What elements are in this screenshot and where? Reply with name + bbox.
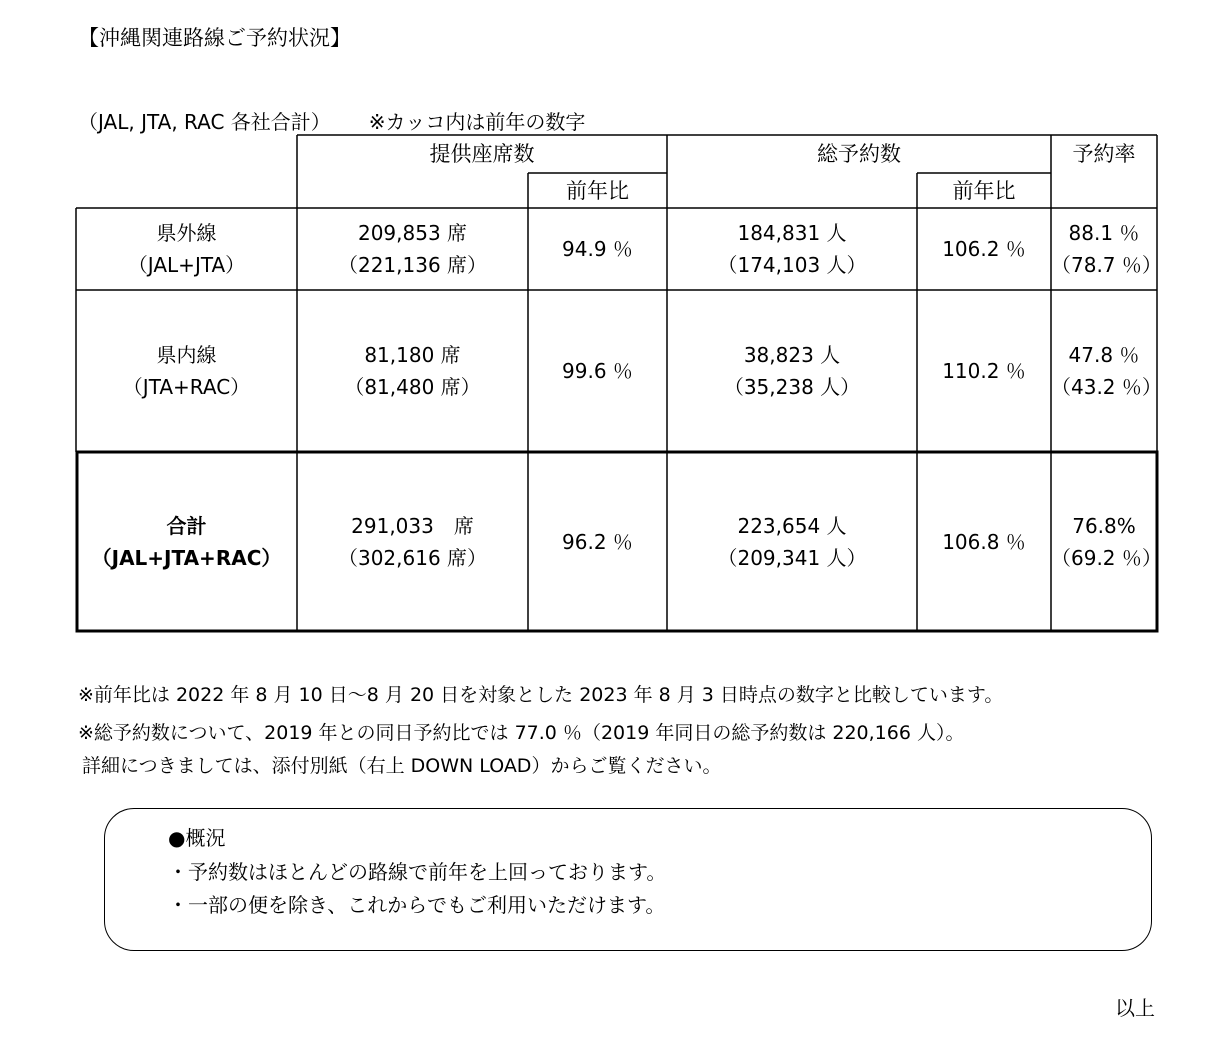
seats-yoy-cell: 99.6 ％ (562, 359, 633, 383)
seats-cell (297, 208, 528, 290)
note-comparison: ※前年比は 2022 年 8 月 10 日～8 月 20 日を対象とした 2023 年 8 月 3 日時点の数字と比較しています。 (78, 684, 1004, 706)
bookings-value: 184,831 人 (737, 221, 847, 245)
rate-prev: （43.2 ％） (1051, 375, 1162, 399)
bookings-value: 38,823 人 (743, 343, 841, 367)
rate-prev: （78.7 ％） (1051, 253, 1162, 277)
page-title: 【沖縄関連路線ご予約状況】 (78, 26, 351, 50)
rate-value: 76.8% (1072, 513, 1136, 538)
bookings-yoy-cell: 110.2 ％ (942, 359, 1026, 383)
bookings-yoy-cell: 106.2 ％ (942, 237, 1026, 261)
seats-value: 291,033 席 (351, 513, 474, 538)
summary-heading: ●概況 (168, 826, 226, 850)
bookings-cell (667, 452, 917, 631)
route-name: 合計 (166, 513, 207, 538)
bookings-prev: （209,341 人） (717, 545, 867, 570)
route-carriers: （JAL+JTA+RAC） (91, 545, 282, 570)
bookings-prev: （35,238 人） (723, 375, 861, 399)
rate-cell (1051, 208, 1162, 290)
header-seats-yoy: 前年比 (566, 178, 629, 203)
seats-prev: （302,616 席） (337, 545, 488, 570)
seats-prev: （221,136 席） (337, 253, 488, 277)
table-row-route (76, 290, 297, 452)
rate-value: 47.8 ％ (1068, 343, 1140, 367)
route-name: 県外線 (156, 221, 217, 245)
carriers-caption: （JAL, JTA, RAC 各社合計） (78, 110, 331, 134)
bookings-yoy-cell: 106.8 ％ (942, 529, 1026, 554)
rate-cell (1051, 290, 1162, 452)
seats-yoy-cell: 94.9 ％ (562, 237, 633, 261)
seats-cell (297, 290, 528, 452)
header-bookings-yoy: 前年比 (952, 178, 1016, 203)
summary-bullet: ・一部の便を除き、これからでもご利用いただけます。 (168, 893, 666, 917)
bookings-value: 223,654 人 (737, 513, 847, 538)
closing-text: 以上 (1115, 996, 1155, 1020)
route-carriers: （JAL+JTA） (127, 253, 246, 277)
bookings-cell (667, 208, 917, 290)
seats-value: 81,180 席 (364, 343, 461, 367)
note-2019: ※総予約数について、2019 年との同日予約比では 77.0 ％（2019 年同日の総予約数は 220,166 人）。 (78, 722, 965, 744)
rate-value: 88.1 ％ (1068, 221, 1140, 245)
header-rate: 予約率 (1072, 142, 1136, 166)
parenthesis-note: ※カッコ内は前年の数字 (368, 110, 586, 134)
route-name: 県内線 (156, 343, 217, 367)
table-row-route (76, 452, 297, 631)
bookings-prev: （174,103 人） (717, 253, 867, 277)
rate-prev: （69.2 ％） (1051, 545, 1162, 570)
note-details: 詳細につきましては、添付別紙（右上 DOWN LOAD）からご覧ください。 (82, 755, 722, 777)
seats-cell (297, 452, 528, 631)
header-seats: 提供座席数 (429, 142, 535, 166)
summary-bullet: ・予約数はほとんどの路線で前年を上回っております。 (168, 860, 667, 884)
seats-prev: （81,480 席） (344, 375, 481, 399)
seats-yoy-cell: 96.2 ％ (562, 529, 633, 554)
seats-value: 209,853 席 (357, 221, 468, 245)
rate-cell (1051, 452, 1162, 631)
bookings-cell (667, 290, 917, 452)
header-bookings: 総予約数 (817, 142, 901, 166)
table-row-route (76, 208, 297, 290)
route-carriers: （JTA+RAC） (122, 375, 251, 399)
